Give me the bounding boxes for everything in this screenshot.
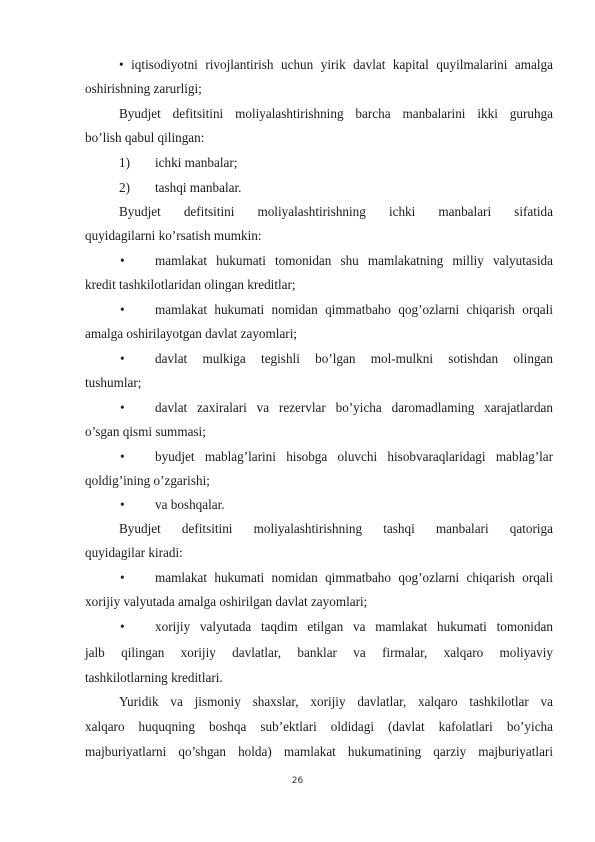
page-number: 26	[291, 776, 304, 786]
paragraph-line: o’sgan qismi summasi;	[85, 424, 206, 439]
paragraph-line: Byudjet defitsitini moliyalashtirishning tashqi manbalari qatoriga	[119, 521, 553, 536]
bullet-text: mamlakat hukumati nomidan qimmatbaho qog’ozlarni chiqarish orqali	[155, 302, 553, 317]
bullet-text: davlat zaxiralari va rezervlar bo’yicha daromadlaming xarajatlardan	[155, 400, 553, 415]
paragraph-line: Byudjet defitsitini moliyalashtirishning barcha manbalarini ikki guruhga	[119, 106, 553, 121]
bullet-marker: •	[120, 302, 125, 317]
list-number: 1)	[119, 155, 130, 170]
paragraph-line: Byudjet defitsitini moliyalashtirishning ichki manbalari sifatida	[119, 204, 553, 219]
bullet-text: davlat mulkiga tegishli bo’lgan mol-mulkni sotishdan olingan	[155, 351, 553, 366]
numbered-list-item	[0, 153, 595, 172]
numbered-list-item	[0, 178, 595, 197]
paragraph-line: qoldig’ining o’zgarishi;	[85, 473, 210, 488]
bullet-marker: •	[120, 400, 125, 415]
bullet-item	[0, 398, 595, 417]
paragraph-line: oshirishning zarurligi;	[85, 81, 202, 96]
bullet-item	[0, 447, 595, 466]
bullet-item	[0, 251, 595, 270]
bullet-item	[0, 300, 595, 319]
paragraph-line: amalga oshirilayotgan davlat zayomlari;	[85, 326, 298, 341]
paragraph-line: xalqaro huquqning boshqa sub’ektlari oldidagi (davlat kafolatlari bo’yicha	[85, 719, 553, 734]
bullet-marker: •	[120, 570, 125, 585]
bullet-item	[0, 568, 595, 587]
paragraph-line: tushumlar;	[85, 375, 142, 390]
bullet-marker: •	[120, 351, 125, 366]
paragraph-line: majburiyatlarni qo’shgan holda) mamlakat hukumatining qarziy majburiyatlari	[85, 744, 553, 759]
bullet-text: xorijiy valyutada taqdim etilgan va mamlakat hukumati tomonidan	[155, 619, 553, 634]
paragraph-line: jalb qilingan xorijiy davlatlar, banklar va firmalar, xalqaro moliyaviy	[85, 645, 553, 660]
list-text: tashqi manbalar.	[155, 180, 242, 195]
bullet-text: mamlakat hukumati tomonidan shu mamlakatning milliy valyutasida	[155, 253, 553, 268]
paragraph-line: Yuridik va jismoniy shaxslar, xorijiy davlatlar, xalqaro tashkilotlar va	[119, 694, 553, 709]
paragraph-line: kredit tashkilotlaridan olingan kreditlar;	[85, 277, 296, 292]
bullet-marker: •	[120, 449, 125, 464]
bullet-text: va boshqalar.	[155, 497, 225, 512]
bullet-marker: •	[120, 619, 125, 634]
bullet-text: byudjet mablag’larini hisobga oluvchi hisobvaraqlaridagi mablag’lar	[155, 449, 553, 464]
paragraph-line: tashkilotlarning kreditlari.	[85, 670, 223, 685]
list-text: ichki manbalar;	[155, 155, 238, 170]
bullet-item	[0, 349, 595, 368]
paragraph-line: xorijiy valyutada amalga oshirilgan davlat zayomlari;	[85, 594, 368, 609]
paragraph-line: bo’lish qabul qilingan:	[85, 130, 205, 145]
paragraph-line: • iqtisodiyotni rivojlantirish uchun yirik davlat kapital quyilmalarini amalga	[119, 57, 553, 72]
bullet-item	[0, 495, 595, 514]
paragraph-line: quyidagilar kiradi:	[85, 545, 183, 560]
list-number: 2)	[119, 180, 130, 195]
bullet-text: mamlakat hukumati nomidan qimmatbaho qog’ozlarni chiqarish orqali	[155, 570, 553, 585]
bullet-marker: •	[120, 253, 125, 268]
bullet-item	[0, 617, 595, 636]
paragraph-line: quyidagilarni ko’rsatish mumkin:	[85, 228, 262, 243]
bullet-marker: •	[120, 497, 125, 512]
